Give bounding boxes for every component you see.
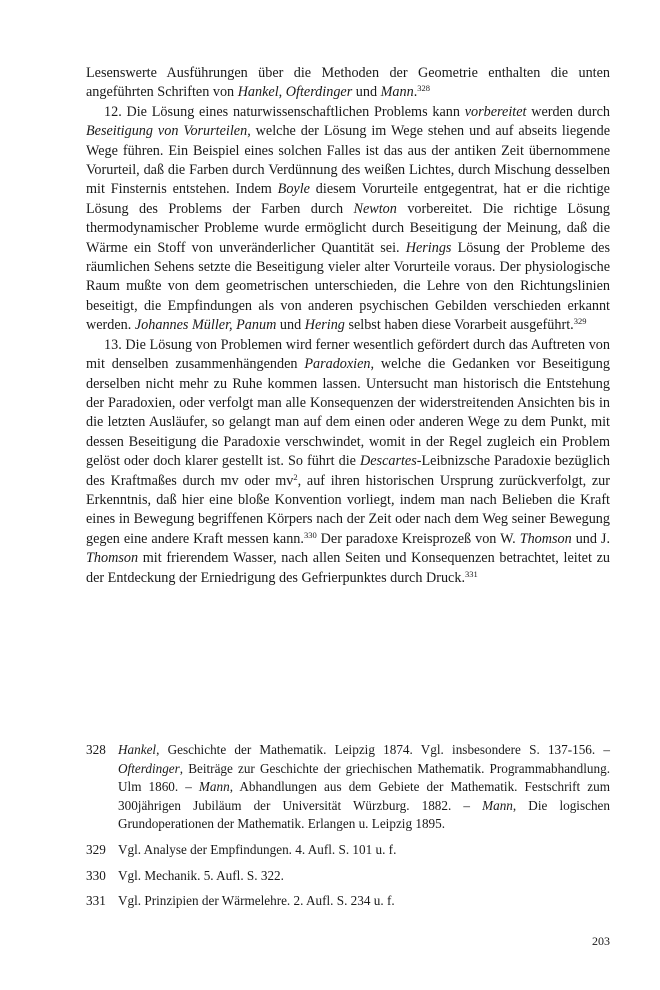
exponent: 2 [293,471,298,482]
text-span: , auf ihren historischen Ursprung zurückverfolgt, zur Erkenntnis, daß hier eine bloße Konvention vorliegt, indem man nach Belieben die Kraft eines in Bewegung begriffenen Körpers nach der Zeit oder nach dem Weg seiner Bewegung gegen eine andere Kraft messen kann. [86,472,610,547]
name-mueller-panum: Johannes Müller, Panum [134,317,277,334]
text-span: . [413,84,418,101]
footnote-331 [86,892,610,911]
text-span: , welche der Lösung im Wege stehen und auf abseits liegende Wege führen. Ein Beispiel eines solchen Falles ist das aus der antiken Zeit übernommene Vorurteil, daß die Farben durch Verdünnung des weißen Lichtes, durch Mischung desselben mit Finsternis entstehen. Indem [86,123,610,198]
text-span: , Die logischen Grundoperationen der Mathematik. Erlangen u. Leipzig 1895. [118,797,610,832]
footnote-text [118,741,610,834]
text-span: , welche die Gedanken vor Beseitigung derselben nicht mehr zu Ruhe kommen lassen. Untersucht man historisch die Entstehung der Paradoxien, oder verfolgt man alle Konsequenzen der widerstreitenden Ansichten bis in die letzten Ausläufer, so gelangt man auf dem einen oder anderen Wege zu dem Punkt, mit dessen Beseitigung die Paradoxie verschwindet, womit in der Regel zugleich ein Problem gelöst oder doch klarer gestellt ist. So führt die [86,356,610,470]
name-hering: Hering [304,317,345,334]
text-span: werden durch [526,103,611,120]
text-span: mit frierendem Wasser, nach allen Seiten und Konsequenzen betrachtet, leitet zu der Entdeckung der Erniedrigung des Gefrierpunktes durch Druck. [86,550,610,586]
name-hankel: Hankel [118,742,157,757]
footnote-328 [86,741,610,834]
text-span: , Geschichte der Mathematik. Leipzig 1874. Vgl. insbesondere S. 137-156. – [156,742,610,757]
footnote-number: 328 [86,742,106,757]
text-span: -Leibnizsche Paradoxie bezüglich des Kraftmaßes durch mv oder mv [86,453,610,489]
emphasis-vorbereitet: vorbereitet [464,103,527,120]
footnote-number: 330 [86,867,106,883]
paragraph-12 [86,103,610,336]
name-boyle: Boyle [277,181,310,198]
text-span: , Abhandlungen aus dem Gebiete der Mathematik. Festschrift zum 300jährigen Jubiläum der Universität Würzburg. 1882. – [118,779,610,813]
text-span: Der paradoxe Kreisprozeß von W. [316,530,520,547]
footnote-number: 331 [86,893,106,909]
name-ofterdinger: Ofterdinger [285,84,353,101]
footnote-text: Vgl. Prinzipien der Wärmelehre. 2. Aufl. S. 234 u. f. [118,893,395,909]
text-span: diesem Vorurteile entgegentrat, hat er die richtige Lösung des Problems der Farben durch [86,181,610,217]
name-mann: Mann [482,797,513,813]
name-newton: Newton [353,200,397,217]
paragraph-13 [86,336,610,588]
name-ofterdinger: Ofterdinger [118,760,180,776]
main-text [86,64,610,588]
footnotes [86,741,610,918]
footnote-ref-329[interactable]: 329 [573,316,587,327]
footnote-ref-331[interactable]: 331 [465,568,478,579]
text-span: 13. Die Lösung von Problemen wird ferner wesentlich gefördert durch das Auftreten von mit denselben zusammenhängenden [86,336,610,373]
footnote-text: Vgl. Mechanik. 5. Aufl. S. 322. [118,867,284,883]
name-thomson-j: Thomson [86,550,139,567]
text-span: 12. Die Lösung eines naturwissenschaftlichen Problems kann [104,103,465,120]
name-mann: Mann [198,779,230,795]
footnote-number: 329 [86,841,106,857]
text-span: und J. [571,530,610,547]
footnote-text: Vgl. Analyse der Empfindungen. 4. Aufl. S. 101 u. f. [118,841,397,857]
footnote-ref-330[interactable]: 330 [303,529,317,540]
paragraph-intro [86,64,610,103]
name-hankel: Hankel [237,84,279,101]
text-span: , [278,84,286,101]
text-span: vorbereitet. Die richtige Lösung thermodynamischer Probleme wurde ermöglicht durch Beseitigung der Meinung, daß die Wärme ein Stoff von unveränderlicher Quantität sei. [86,200,610,256]
footnote-330 [86,867,610,886]
text-span: selbst haben diese Vorarbeit ausgeführt. [344,317,574,334]
text-span: und [352,84,381,101]
emphasis-paradoxien: Paradoxien [304,356,371,373]
text-span: Lösung der Probleme des räumlichen Sehens setzte die Beseitigung vieler alter Vorurteile voraus. Der physiologische Raum mußte von dem geometrischen unterschieden, die Lehre von den Richtungslinien beseitigt, die Empfindungen als von anderen psychischen Gebilden verschieden erkannt werden. [86,239,610,334]
name-thomson-w: Thomson [519,530,572,547]
name-herings: Herings [405,239,452,256]
name-descartes: Descartes [360,453,417,470]
footnote-329 [86,841,610,860]
text-span: , Beiträge zur Geschichte der griechischen Mathematik. Programmabhandlung. Ulm 1860. – [118,760,610,795]
name-mann: Mann [380,84,414,101]
emphasis-beseitigung: Beseitigung von Vorurteilen [86,123,248,140]
footnote-ref-328[interactable]: 328 [417,83,431,94]
page-number: 203 [592,934,610,948]
text-span: und [276,317,305,334]
text-span: Lesenswerte Ausführungen über die Methoden der Geometrie enthalten die unten angeführten Schriften von [86,65,610,101]
